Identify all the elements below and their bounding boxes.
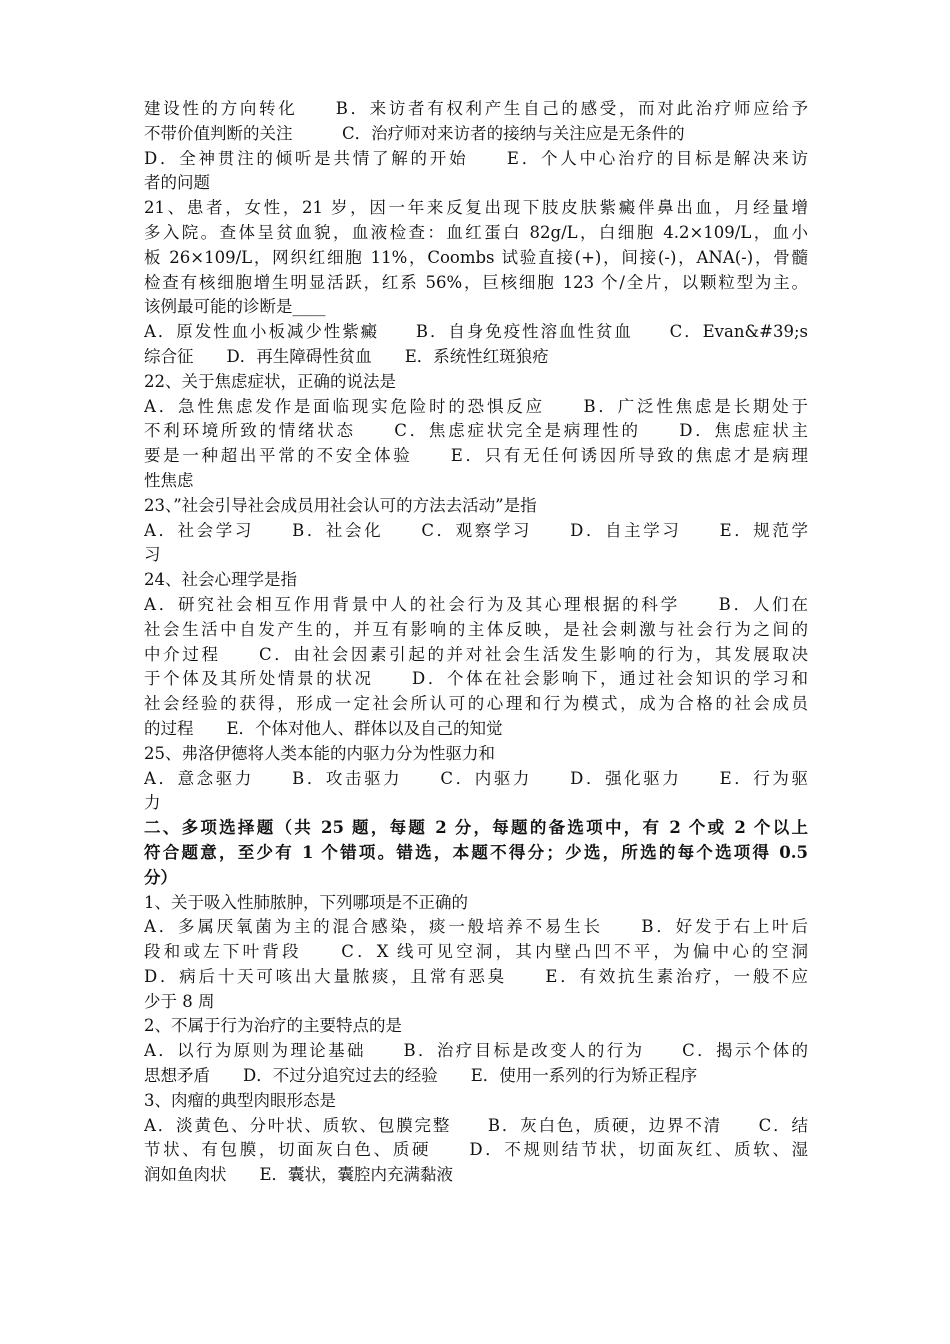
text-line: D．全神贯注的倾听是共情了解的开始 E．个人中心治疗的目标是解决来访 [144,148,808,168]
text-line: 2、不属于行为治疗的主要特点的是 [144,1016,402,1036]
text-line: 要是一种超出平常的不安全体验 E．只有无任何诱因所导致的焦虑才是病理 [144,446,808,466]
text-line: 23、”社会引导社会成员用社会认可的方法去活动”是指 [144,495,537,515]
text-line: 力 [144,793,161,813]
text-line: A．多属厌氧菌为主的混合感染，痰一般培养不易生长 B．好发于右上叶后 [144,917,808,937]
text-line: 24、社会心理学是指 [144,570,297,590]
text-line: 少于 8 周 [144,991,215,1011]
text-line: A．社会学习 B．社会化 C．观察学习 D．自主学习 E．规范学 [144,520,808,540]
text-line: 者的问题 [144,173,210,193]
text-line: 检查有核细胞增生明显活跃，红系 56%，巨核细胞 123 个/全片，以颗粒型为主。 [144,272,808,292]
text-line: 润如鱼肉状 E．囊状，囊腔内充满黏液 [144,1165,454,1185]
text-line: 段和或左下叶背段 C．X 线可见空洞，其内壁凸凹不平，为偏中心的空洞 [144,942,808,962]
text-line: 节状、有包膜，切面灰白色、质硬 D．不规则结节状，切面灰红、质软、湿 [144,1140,808,1160]
text-line: 21、患者，女性，21 岁，因一年来反复出现下肢皮肤紫癜伴鼻出血，月经量增 [144,198,808,218]
text-line: 多入院。查体呈贫血貌，血液检查：血红蛋白 82g/L，白细胞 4.2×109/L，血小 [144,222,808,242]
text-line: 综合征 D．再生障碍性贫血 E．系统性红斑狼疮 [144,346,549,366]
text-line: 1、关于吸入性肺脓肿，下列哪项是不正确的 [144,892,468,912]
text-line: 3、肉瘤的典型肉眼形态是 [144,1090,336,1110]
text-line: 思想矛盾 D．不过分追究过去的经验 E．使用一系列的行为矫正程序 [144,1066,698,1086]
text-line: A．淡黄色、分叶状、质软、包膜完整 B．灰白色，质硬，边界不清 C．结 [144,1115,808,1135]
text-line: 建设性的方向转化 B．来访者有权利产生自己的感受，而对此治疗师应给予 [144,99,808,118]
text-line: 板 26×109/L，网织红细胞 11%，Coombs 试验直接(+)，间接(-)，ANA(-)，骨髓 [144,247,808,267]
text-line: D．病后十天可咳出大量脓痰，且常有恶臭 E．有效抗生素治疗，一般不应 [144,966,808,986]
text-line: A．意念驱力 B．攻击驱力 C．内驱力 D．强化驱力 E．行为驱 [144,768,808,788]
text-line: 社会生活中自发产生的，并互有影响的主体反映，是社会刺激与社会行为之间的 [144,619,808,639]
text-line: 该例最可能的诊断是____ [144,297,326,317]
text-line: A．原发性血小板减少性紫癜 B．自身免疫性溶血性贫血 C．Evan&#39;s [144,322,808,342]
text-line: 性焦虑 [144,470,194,490]
text-line: 分） [144,867,177,887]
text-line: 不带价值判断的关注 C．治疗师对来访者的接纳与关注应是无条件的 [144,123,685,143]
text-line: 习 [144,545,161,565]
text-line: A．研究社会相互作用背景中人的社会行为及其心理根据的科学 B．人们在 [144,594,808,614]
document-page [144,97,808,1188]
text-line: A．急性焦虑发作是面临现实危险时的恐惧反应 B．广泛性焦虑是长期处于 [144,396,808,416]
text-line: 的过程 E．个体对他人、群体以及自己的知觉 [144,718,503,738]
text-line: 25、弗洛伊德将人类本能的内驱力分为性驱力和 [144,743,495,763]
text-line: 22、关于焦虑症状，正确的说法是 [144,371,396,391]
text-line: A．以行为原则为理论基础 B．治疗目标是改变人的行为 C．揭示个体的 [144,1041,808,1061]
text-line: 中介过程 C．由社会因素引起的并对社会生活发生影响的行为，其发展取决 [144,644,808,664]
text-line: 于个体及其所处情景的状况 D．个体在社会影响下，通过社会知识的学习和 [144,669,808,689]
text-line: 社会经验的获得，形成一定社会所认可的心理和行为模式，成为合格的社会成员 [144,694,808,714]
text-line: 符合题意，至少有 1 个错项。错选，本题不得分；少选，所选的每个选项得 0.5 [144,842,808,862]
text-line: 二、多项选择题（共 25 题，每题 2 分，每题的备选项中，有 2 个或 2 个以上 [144,818,808,838]
text-line: 不利环境所致的情绪状态 C．焦虑症状完全是病理性的 D．焦虑症状主 [144,421,808,441]
